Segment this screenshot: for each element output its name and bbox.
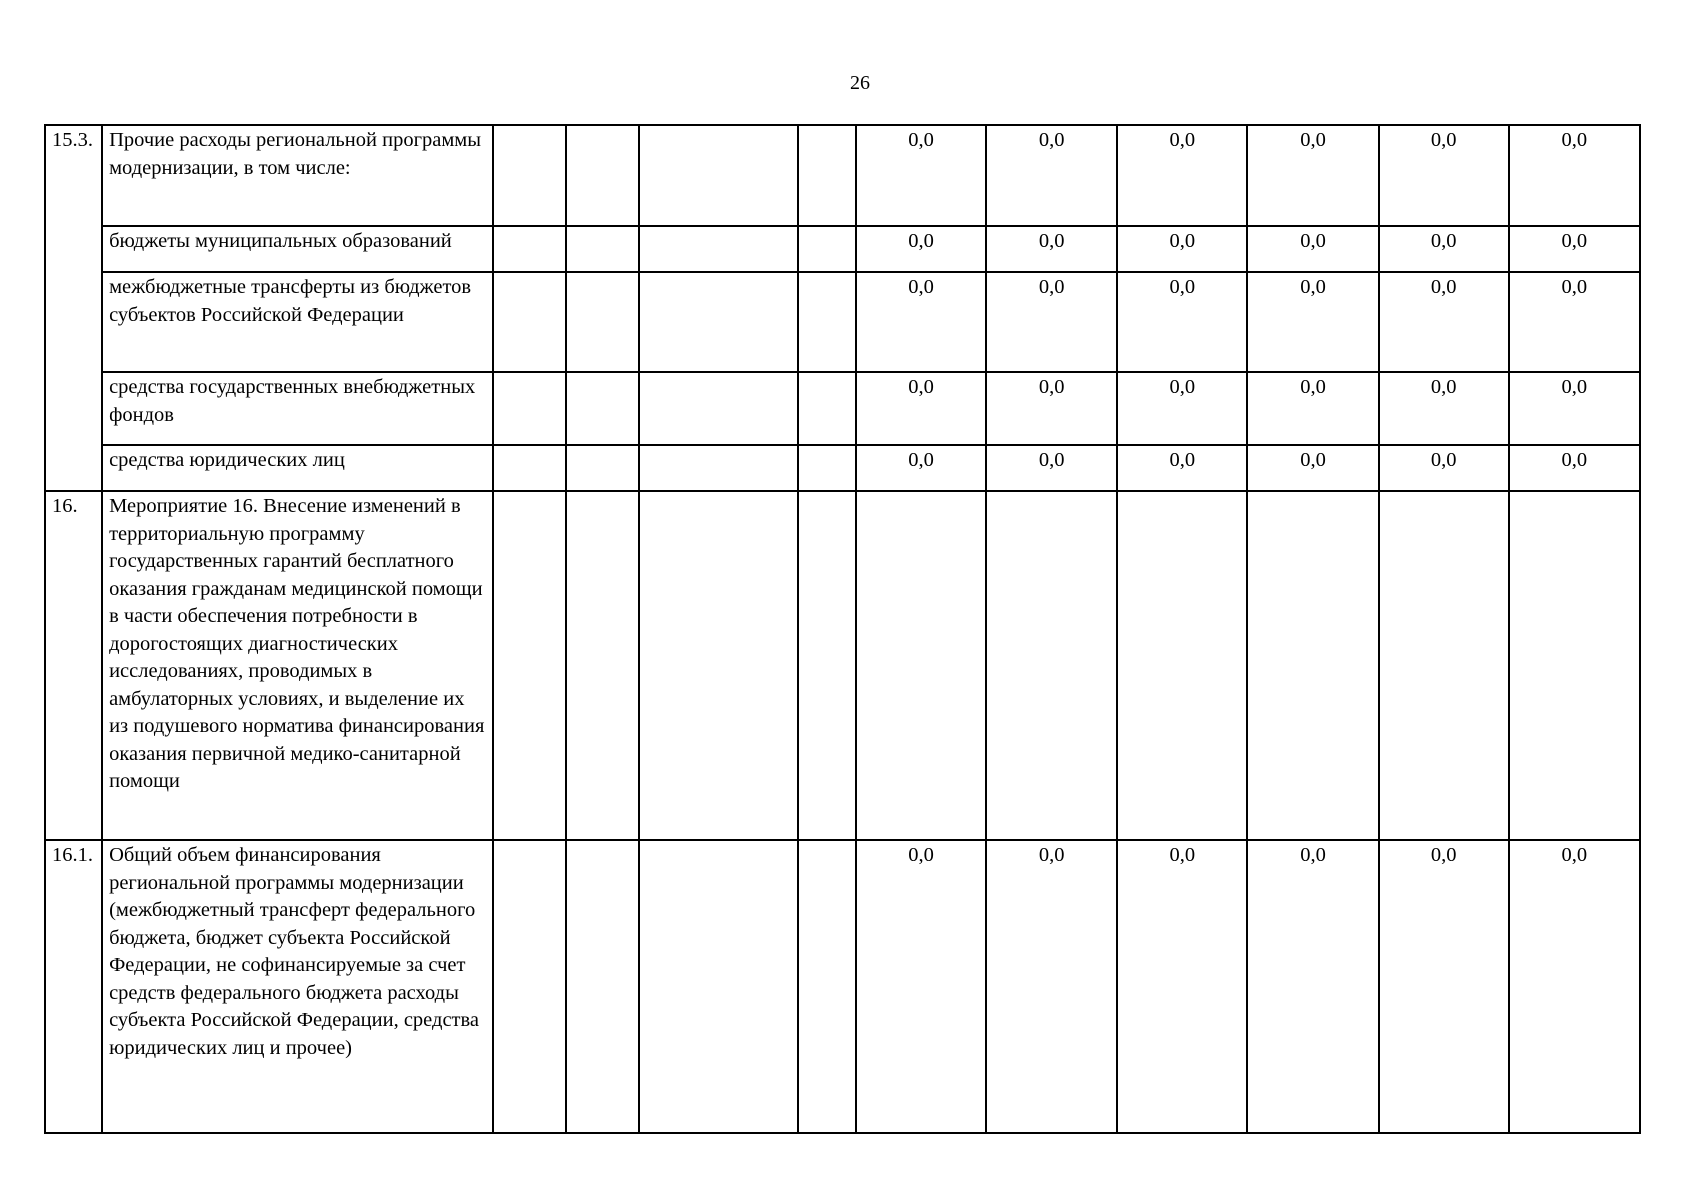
table-row: [45, 491, 1640, 840]
value-cell: 0,0: [1117, 226, 1247, 272]
empty-cell: [798, 272, 856, 372]
row-number: 16.: [45, 491, 102, 840]
empty-cell: [566, 840, 639, 1133]
value-cell: 0,0: [986, 372, 1117, 445]
value-cell: [986, 491, 1117, 840]
table-row: [45, 125, 1640, 226]
value-cell: 0,0: [1509, 372, 1640, 445]
value-cell: 0,0: [1117, 372, 1247, 445]
value-cell: 0,0: [986, 125, 1117, 226]
value-cell: [1247, 491, 1378, 840]
value-cell: 0,0: [1509, 840, 1640, 1133]
value-cell: 0,0: [1509, 125, 1640, 226]
empty-cell: [493, 445, 566, 491]
empty-cell: [493, 840, 566, 1133]
value-cell: 0,0: [986, 445, 1117, 491]
value-cell: [1379, 491, 1509, 840]
empty-cell: [798, 372, 856, 445]
value-cell: 0,0: [1509, 272, 1640, 372]
value-cell: 0,0: [1379, 445, 1509, 491]
empty-cell: [493, 372, 566, 445]
empty-cell: [639, 491, 798, 840]
row-description: средства юридических лиц: [102, 445, 492, 491]
empty-cell: [639, 125, 798, 226]
table-row: [45, 445, 1640, 491]
empty-cell: [639, 372, 798, 445]
row-description: средства государственных внебюджетных фондов: [102, 372, 492, 445]
value-cell: 0,0: [986, 226, 1117, 272]
row-number: 15.3.: [45, 125, 102, 491]
empty-cell: [493, 125, 566, 226]
value-cell: 0,0: [1509, 226, 1640, 272]
financing-table: [44, 124, 1641, 1134]
value-cell: 0,0: [856, 226, 986, 272]
value-cell: 0,0: [856, 445, 986, 491]
value-cell: 0,0: [1247, 445, 1378, 491]
empty-cell: [798, 840, 856, 1133]
value-cell: 0,0: [1247, 125, 1378, 226]
value-cell: [856, 491, 986, 840]
table-row: [45, 272, 1640, 372]
value-cell: 0,0: [1117, 125, 1247, 226]
empty-cell: [639, 840, 798, 1133]
row-description: бюджеты муниципальных образований: [102, 226, 492, 272]
row-description: Прочие расходы региональной программы модернизации, в том числе:: [102, 125, 492, 226]
value-cell: 0,0: [1247, 272, 1378, 372]
table-row: [45, 372, 1640, 445]
empty-cell: [798, 226, 856, 272]
value-cell: 0,0: [1379, 840, 1509, 1133]
value-cell: 0,0: [1379, 226, 1509, 272]
empty-cell: [639, 226, 798, 272]
value-cell: 0,0: [856, 840, 986, 1133]
row-number: 16.1.: [45, 840, 102, 1133]
empty-cell: [566, 272, 639, 372]
empty-cell: [798, 445, 856, 491]
value-cell: 0,0: [1379, 272, 1509, 372]
empty-cell: [493, 226, 566, 272]
value-cell: 0,0: [1247, 372, 1378, 445]
value-cell: 0,0: [1247, 840, 1378, 1133]
value-cell: 0,0: [856, 272, 986, 372]
empty-cell: [566, 125, 639, 226]
value-cell: 0,0: [1247, 226, 1378, 272]
empty-cell: [639, 272, 798, 372]
value-cell: 0,0: [1379, 372, 1509, 445]
value-cell: [1117, 491, 1247, 840]
empty-cell: [566, 491, 639, 840]
value-cell: 0,0: [986, 840, 1117, 1133]
empty-cell: [566, 226, 639, 272]
row-description: Общий объем финансирования региональной программы модернизации (межбюджетный трансферт федерального бюджета, бюджет субъекта Российской Федерации, не софинансируемые за счет средств федерального бюджета расходы субъекта Российской Федерации, средства юридических лиц и прочее): [102, 840, 492, 1133]
row-description: межбюджетные трансферты из бюджетов субъектов Российской Федерации: [102, 272, 492, 372]
value-cell: 0,0: [856, 125, 986, 226]
row-description: Мероприятие 16. Внесение изменений в территориальную программу государственных гарантий бесплатного оказания гражданам медицинской помощи в части обеспечения потребности в дорогостоящих диагностических исследованиях, проводимых в амбулаторных условиях, и выделение их из подушевого норматива финансирования оказания первичной медико-санитарной помощи: [102, 491, 492, 840]
table-row: [45, 840, 1640, 1133]
page-number: 26: [850, 72, 870, 94]
empty-cell: [798, 491, 856, 840]
value-cell: 0,0: [986, 272, 1117, 372]
value-cell: 0,0: [1117, 840, 1247, 1133]
empty-cell: [566, 445, 639, 491]
empty-cell: [493, 272, 566, 372]
value-cell: 0,0: [1117, 272, 1247, 372]
value-cell: 0,0: [1509, 445, 1640, 491]
empty-cell: [566, 372, 639, 445]
table-row: [45, 226, 1640, 272]
empty-cell: [798, 125, 856, 226]
value-cell: 0,0: [1379, 125, 1509, 226]
empty-cell: [493, 491, 566, 840]
value-cell: [1509, 491, 1640, 840]
value-cell: 0,0: [1117, 445, 1247, 491]
empty-cell: [639, 445, 798, 491]
value-cell: 0,0: [856, 372, 986, 445]
